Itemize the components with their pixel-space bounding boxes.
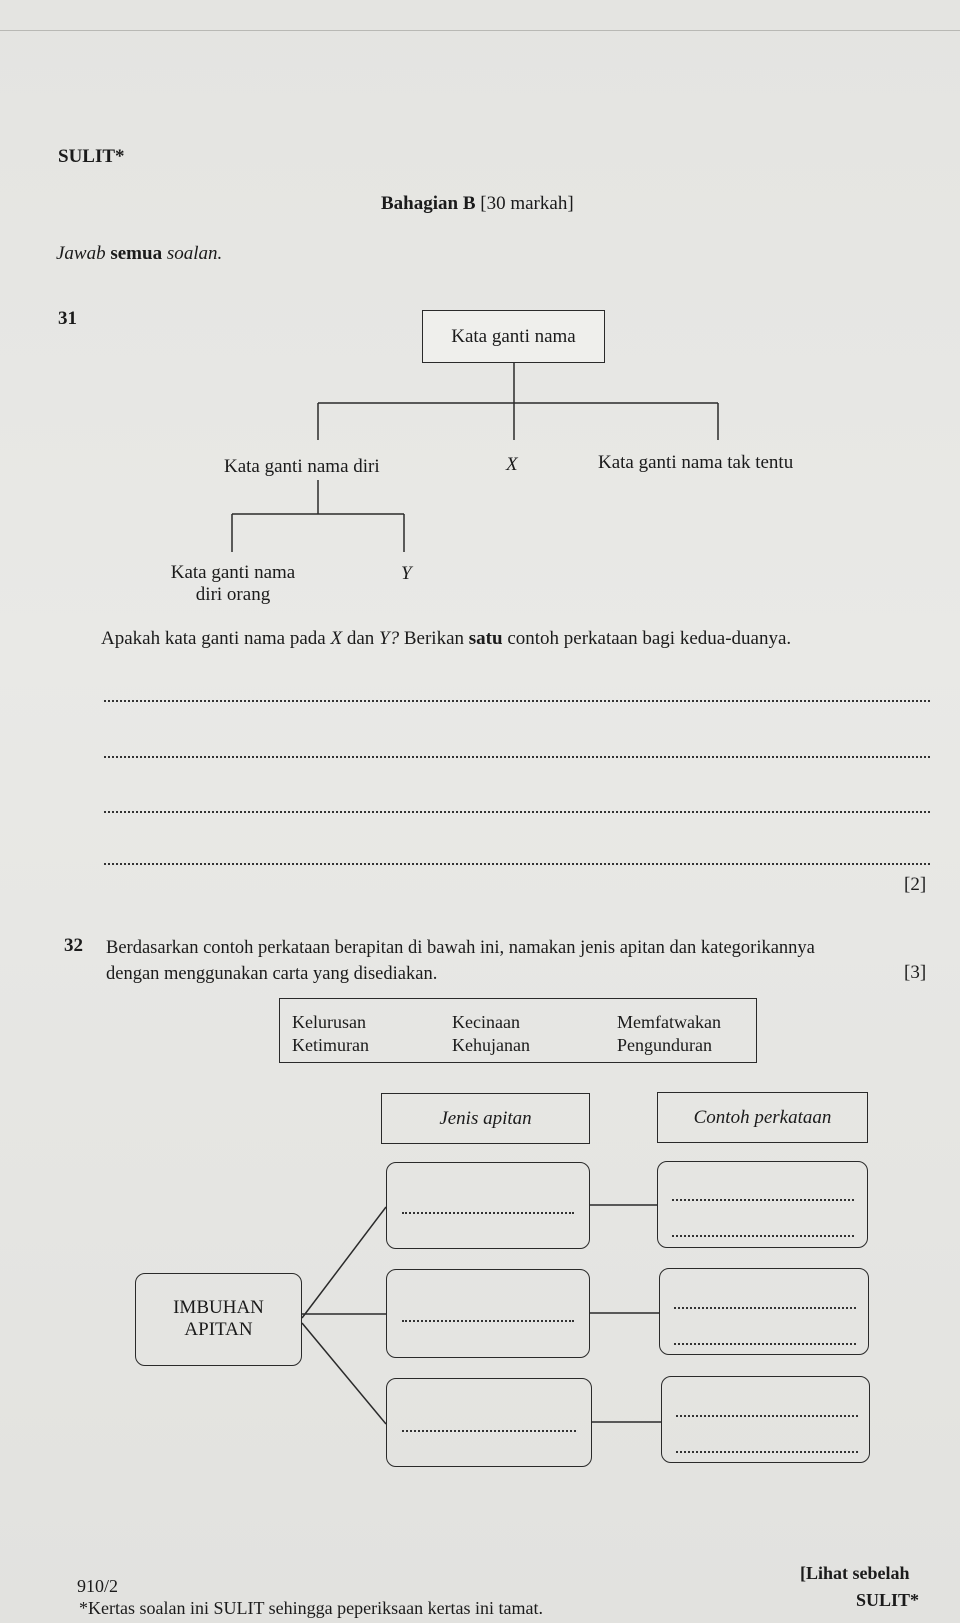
q31-question-y: Y? <box>379 628 400 649</box>
q31-question-bold: satu <box>468 628 503 649</box>
q31-answer-line-2[interactable] <box>104 756 930 758</box>
section-title-marks: [30 markah] <box>480 193 574 214</box>
footer-note: *Kertas soalan ini SULIT sehingga peperiksaan kertas ini tamat. <box>79 1598 544 1618</box>
q31-question-c: contoh perkataan bagi kedua-duanya. <box>507 628 792 649</box>
q32-marks: [3] <box>904 962 927 983</box>
q32-question <box>106 935 815 987</box>
tree-node-y: Y <box>401 563 412 584</box>
header-contoh-perkataan <box>657 1092 868 1143</box>
answer-contoh-line-3a[interactable] <box>676 1415 858 1417</box>
header-jenis-apitan <box>381 1093 590 1144</box>
tree-node-tak-tentu: Kata ganti nama tak tentu <box>598 452 794 473</box>
q31-question-a: Apakah kata ganti nama pada <box>101 628 326 649</box>
answer-jenis-box-2[interactable] <box>386 1269 590 1358</box>
answer-contoh-box-2[interactable] <box>659 1268 869 1355</box>
q31-answer-line-4[interactable] <box>104 863 930 865</box>
sulit-top: SULIT* <box>58 146 125 167</box>
q31-question <box>101 628 791 650</box>
q32-question-line1: Berdasarkan contoh perkataan berapitan di bawah ini, namakan jenis apitan dan kategorikannya <box>106 938 815 958</box>
answer-contoh-line-3b[interactable] <box>676 1451 858 1453</box>
tree-node-diri-orang <box>148 562 318 606</box>
word-kecinaan: Kecinaan <box>452 1012 520 1032</box>
q31-answer-line-1[interactable] <box>104 700 930 702</box>
tree-node-diri: Kata ganti nama diri <box>224 456 380 477</box>
q32-question-line2: dengan menggunakan carta yang disediakan. <box>106 964 438 984</box>
tree-node-x: X <box>506 454 518 475</box>
answer-jenis-box-3[interactable] <box>386 1378 592 1467</box>
section-title-label: Bahagian B <box>381 193 476 214</box>
q31-answer-line-3[interactable] <box>104 811 930 813</box>
q31-question-b: Berikan <box>403 628 465 649</box>
word-memfatwakan: Memfatwakan <box>617 1012 721 1032</box>
q31-question-x: X <box>330 628 343 649</box>
answer-jenis-line-1[interactable] <box>402 1212 574 1214</box>
instruction-rest: soalan. <box>166 243 223 264</box>
root-line1: IMBUHAN <box>173 1297 264 1318</box>
answer-contoh-line-2b[interactable] <box>674 1343 856 1345</box>
word-pengunduran: Pengunduran <box>617 1035 712 1055</box>
q31-marks: [2] <box>904 874 927 895</box>
header-jenis-apitan-label: Jenis apitan <box>439 1108 532 1129</box>
answer-jenis-box-1[interactable] <box>386 1162 590 1249</box>
footer-code: 910/2 <box>77 1576 119 1596</box>
word-kehujanan: Kehujanan <box>452 1035 530 1055</box>
answer-contoh-line-1a[interactable] <box>672 1199 854 1201</box>
answer-jenis-line-3[interactable] <box>402 1430 576 1432</box>
word-kelurusan: Kelurusan <box>292 1012 366 1032</box>
footer-sulit: SULIT* <box>856 1590 920 1610</box>
tree-node-diri-orang-line1: Kata ganti nama <box>170 562 296 583</box>
answer-contoh-box-3[interactable] <box>661 1376 870 1463</box>
word-bank-box <box>279 998 757 1063</box>
header-contoh-perkataan-label: Contoh perkataan <box>693 1107 832 1128</box>
instruction-italic: Jawab <box>56 243 106 264</box>
instruction-bold: semua <box>110 243 163 264</box>
answer-contoh-line-2a[interactable] <box>674 1307 856 1309</box>
tree-root-label: Kata ganti nama <box>451 326 576 347</box>
q31-tree-lines <box>0 0 960 620</box>
word-ketimuran: Ketimuran <box>292 1035 369 1055</box>
root-line2: APITAN <box>184 1319 253 1340</box>
answer-contoh-line-1b[interactable] <box>672 1235 854 1237</box>
answer-jenis-line-2[interactable] <box>402 1320 574 1322</box>
q31-question-dan: dan <box>346 628 375 649</box>
footer-next-page: [Lihat sebelah <box>800 1563 910 1583</box>
answer-contoh-box-1[interactable] <box>657 1161 868 1248</box>
q32-number: 32 <box>64 935 83 956</box>
q31-number: 31 <box>58 308 77 329</box>
tree-node-diri-orang-line2: diri orang <box>195 584 271 605</box>
